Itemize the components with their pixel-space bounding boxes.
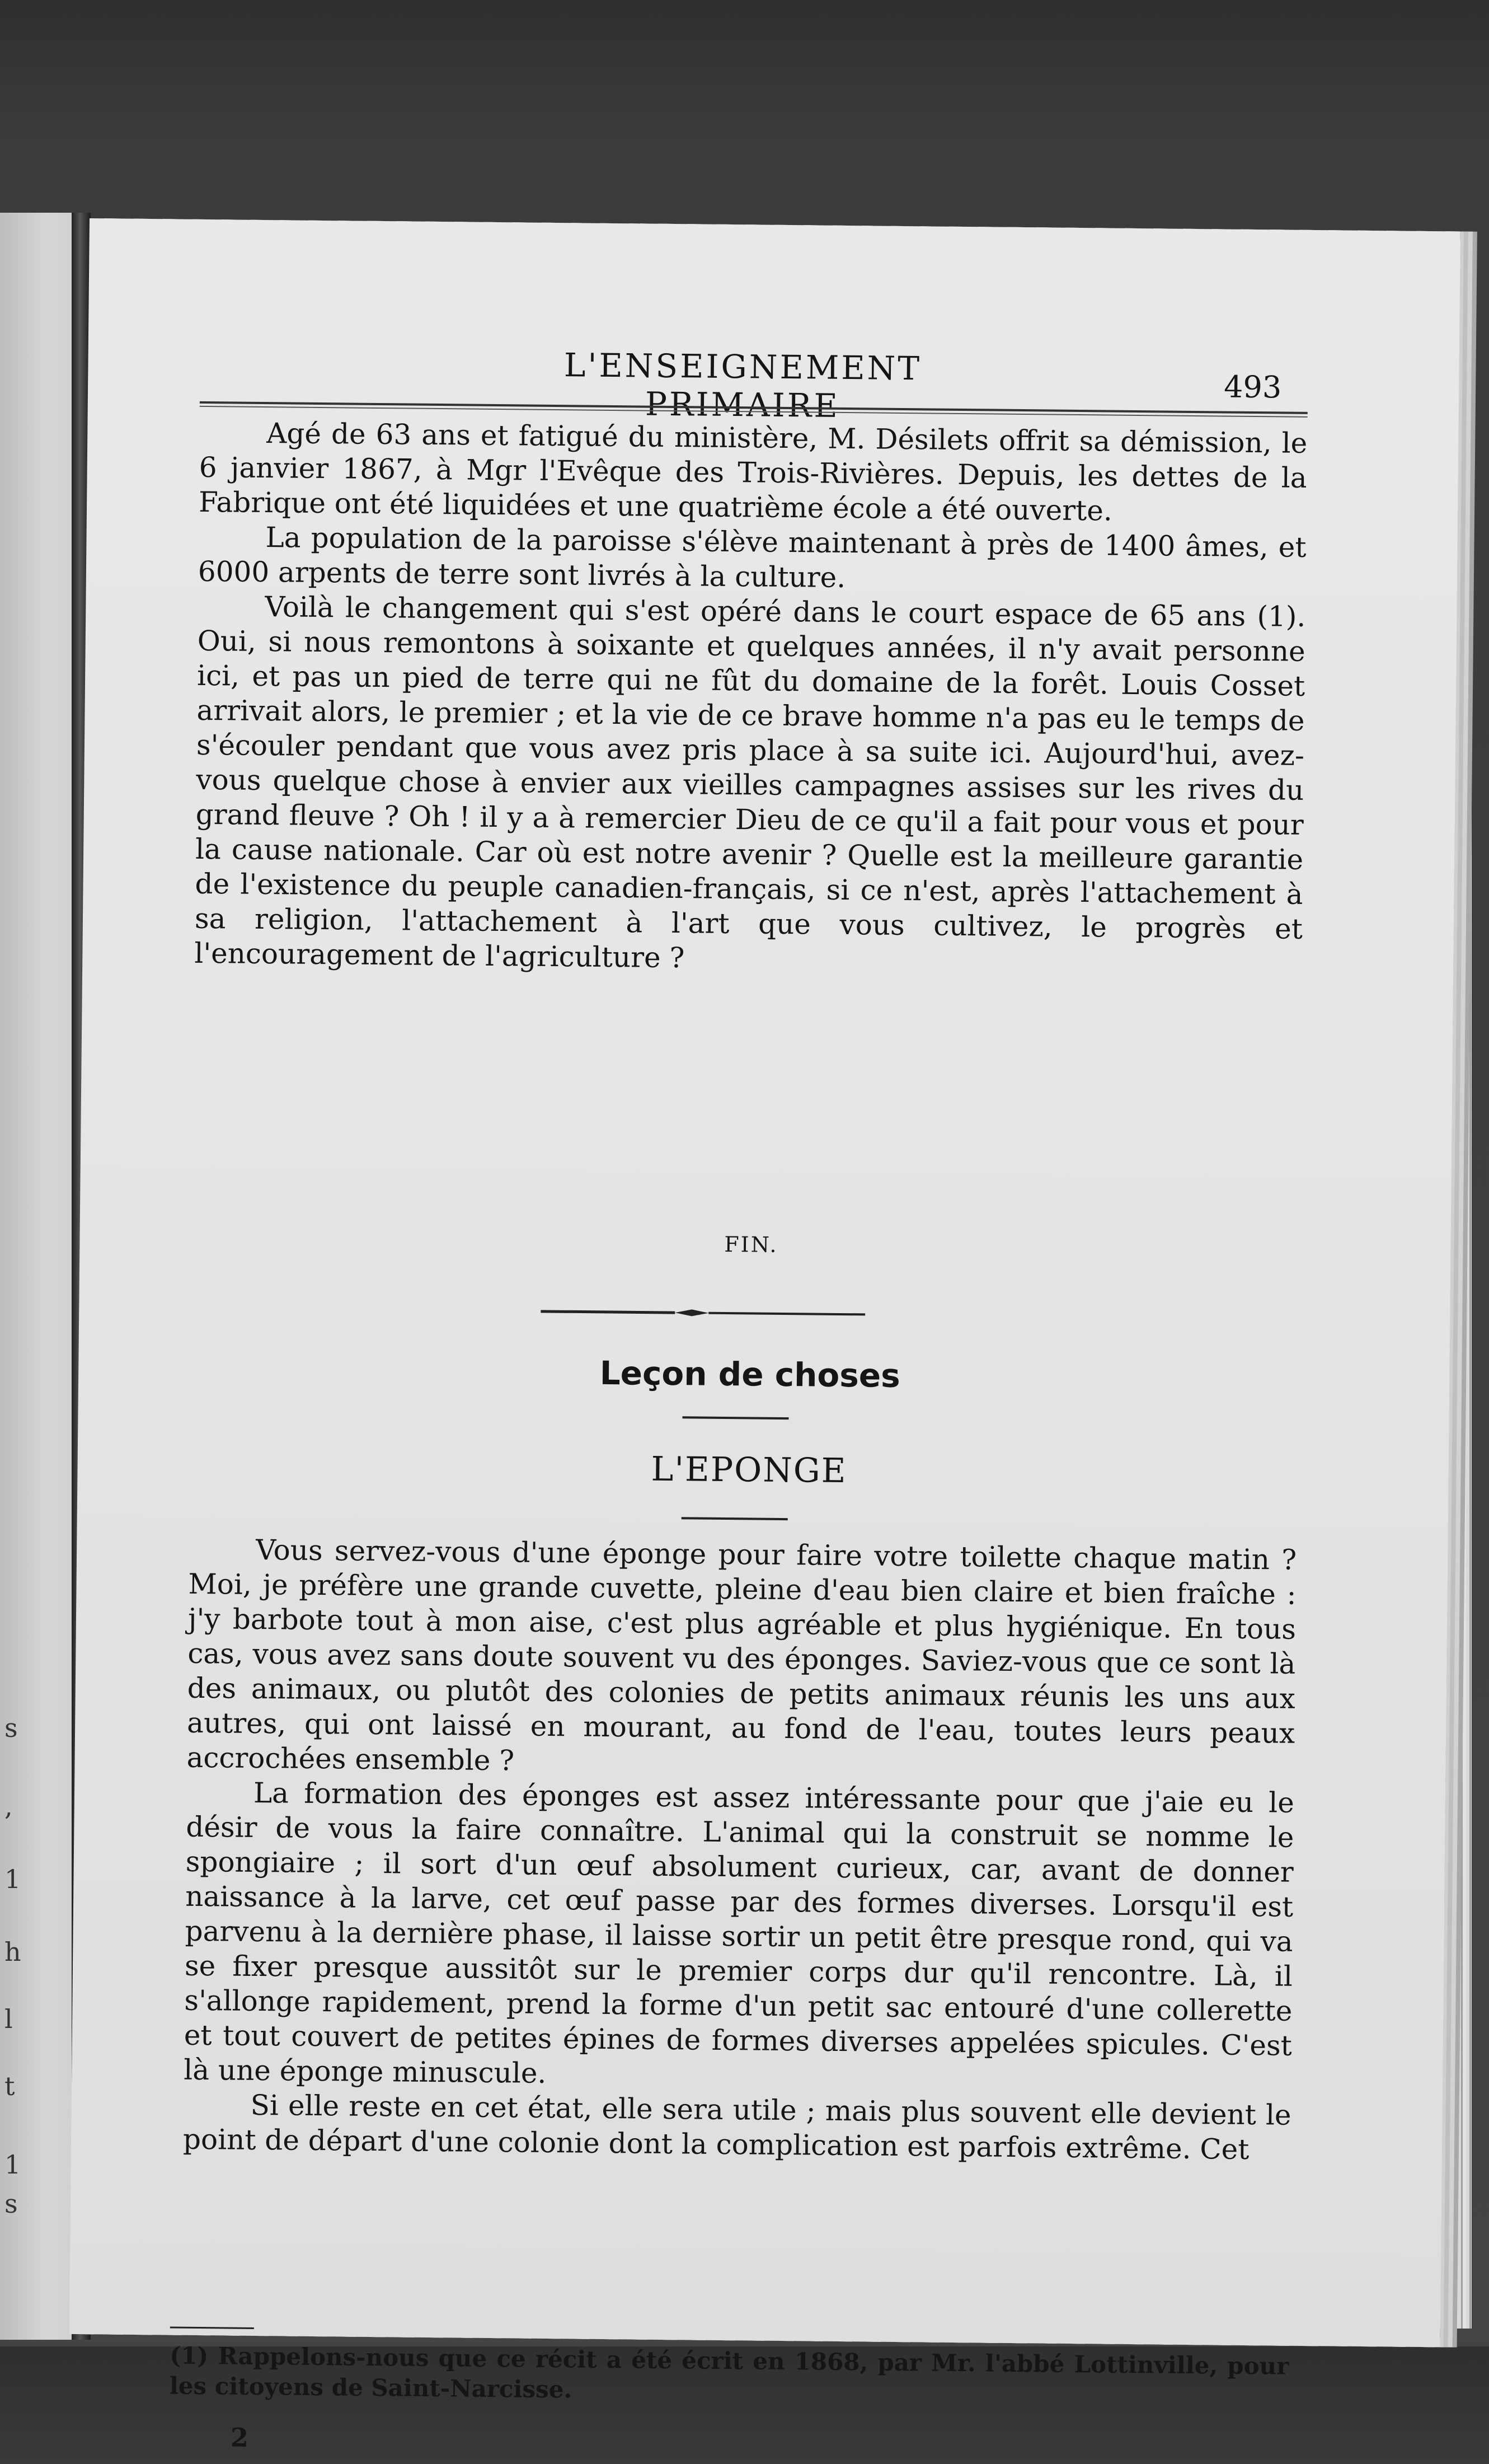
- continued-article: [194, 415, 1307, 981]
- article-title: L'EPONGE: [651, 1449, 847, 1491]
- footnote: (1) Rappelons-nous que ce récit a été écrit en 1868, par Mr. l'abbé Lottinville, pour les citoyens de Saint-Narcisse.: [169, 2341, 1289, 2404]
- signature-mark: 2: [230, 2422, 249, 2453]
- left-facing-page: [0, 213, 78, 2340]
- margin-char: 1: [4, 2149, 21, 2180]
- article-body: [183, 1532, 1297, 2167]
- ornament-divider: [541, 1306, 865, 1320]
- paragraph: La population de la paroisse s'élève maintenant à près de 1400 âmes, et 6000 arpents de terre sont livrés à la culture.: [198, 521, 1307, 594]
- margin-char: 1: [4, 1864, 21, 1894]
- margin-char: s: [4, 1713, 18, 1743]
- margin-char: t: [4, 2071, 15, 2101]
- paragraph: La formation des éponges est assez intéressante pour que j'aie eu le désir de vous la faire connaître. L'animal qui la construit se nomme le spongiaire ; il sort d'un œuf absolument curieux, car, avant de donner naissance à la larve, cet œuf passe par des formes diverses. Lorsqu'il est parvenu à la dernière phase, il laisse sortir un petit être presque rond, qui va se fixer presque aussitôt sur le premier corps dur qu'il rencontre. Là, il s'allonge rapidement, prend la forme d'un petit sac entouré d'une collerette et tout couvert de petites épines de formes diverses appelées spicules. C'est là une éponge minuscule.: [183, 1776, 1295, 2090]
- section-title: Leçon de choses: [599, 1353, 901, 1395]
- end-mark: FIN.: [724, 1231, 778, 1257]
- book-page: [69, 218, 1460, 2453]
- running-title: L'ENSEIGNEMENT PRIMAIRE: [563, 346, 922, 425]
- margin-char: h: [4, 1937, 21, 1967]
- page-number: 493: [1223, 369, 1282, 405]
- margin-char: ,: [4, 1791, 13, 1821]
- paragraph: Vous servez-vous d'une éponge pour faire votre toilette chaque matin ? Moi, je préfère une grande cuvette, pleine d'eau bien claire et bien fraîche : j'y barbote tout à mon aise, c'est plus agréable et plus hygiénique. En tous cas, vous avez sans doute souvent vu des éponges. Saviez-vous que ce sont là des animaux, ou plutôt des colonies de petits animaux réunis les uns aux autres, qui ont laissé en mourant, au fond de l'eau, toutes leurs peaux accrochées ensemble ?: [186, 1533, 1297, 1777]
- paragraph: Si elle reste en cet état, elle sera utile ; mais plus souvent elle devient le point de départ d'une colonie dont la complication est parfois extrême. Cet: [182, 2088, 1291, 2166]
- title-rule: [682, 1416, 788, 1420]
- footnote-rule: [170, 2327, 254, 2329]
- paragraph: Agé de 63 ans et fatigué du ministère, M. Désilets offrit sa démission, le 6 janvier 1867, à Mgr l'Evêque des Trois-Rivières. Depuis, les dettes de la Fabrique ont été liquidées et une quatrième école a été ouverte.: [198, 417, 1308, 527]
- title-rule: [682, 1517, 788, 1520]
- paragraph: Voilà le changement qui s'est opéré dans le court espace de 65 ans (1). Oui, si nous remontons à soixante et quelques années, il n'y avait personne ici, et pas un pied de terre qui ne fût du domaine de la forêt. Louis Cosset arrivait alors, le premier ; et la vie de ce brave homme n'a pas eu le temps de s'écouler pendant que vous avez pris place à sa suite ici. Aujourd'hui, avez-vous quelque chose à envier aux vieilles campagnes assises sur les rives du grand fleuve ? Oh ! il y a à remercier Dieu de ce qu'il a fait pour vous et pour la cause nationale. Car où est notre avenir ? Quelle est la meilleure garantie de l'existence du peuple canadien-français, si ce n'est, après l'attachement à sa religion, l'attachement à l'art que vous cultivez, le progrès et l'encouragement de l'agriculture ?: [194, 591, 1306, 975]
- margin-char: s: [4, 2189, 18, 2219]
- margin-char: l: [4, 2004, 13, 2034]
